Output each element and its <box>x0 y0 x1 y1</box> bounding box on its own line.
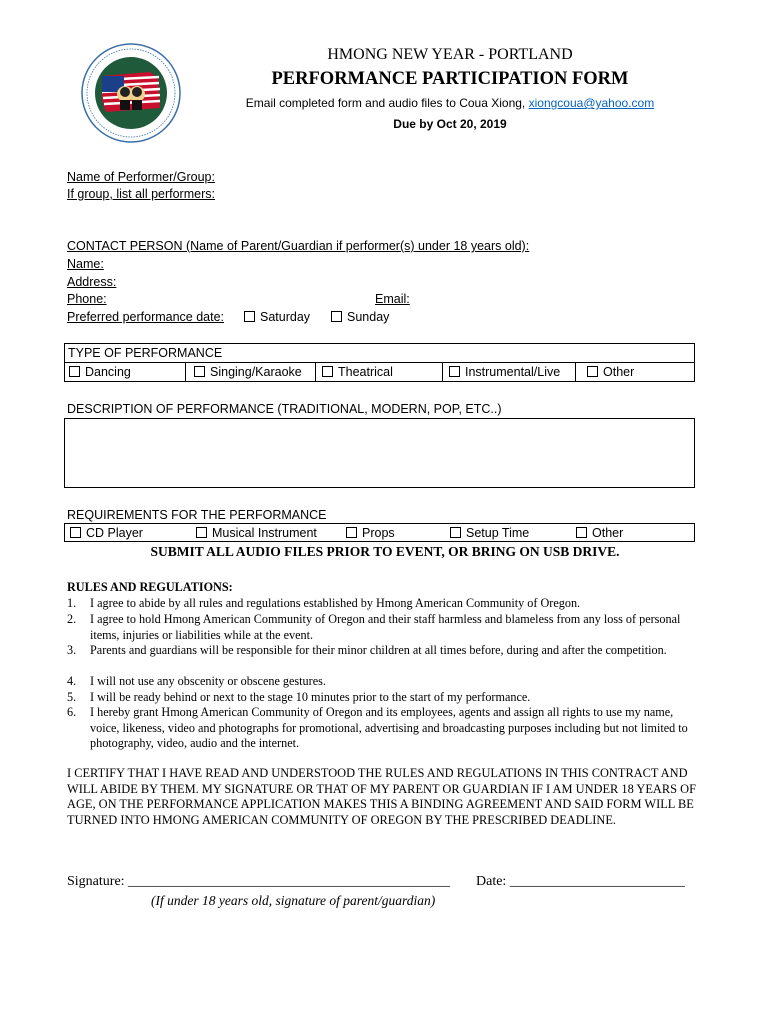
description-text-box[interactable] <box>64 418 695 488</box>
req-other-option[interactable]: Other <box>576 526 623 540</box>
signature-line[interactable]: Signature: ______________________________________________ <box>67 874 451 889</box>
req-cd-player-option[interactable]: CD Player <box>70 526 143 540</box>
rule-item: I agree to hold Hmong American Community of Oregon and their staff harmless and blameless from any loss of personal items, injuries or liabilities while at the event. <box>90 612 681 642</box>
rules-heading: RULES AND REGULATIONS: <box>67 580 233 594</box>
signature-note: (If under 18 years old, signature of parent/guardian) <box>151 893 436 908</box>
contact-email-label: Email: <box>375 292 410 306</box>
singing-checkbox[interactable] <box>194 366 205 377</box>
rule-item: I will not use any obscenity or obscene gestures. <box>90 674 326 688</box>
contact-person-heading: CONTACT PERSON (Name of Parent/Guardian if performer(s) under 18 years old): <box>67 239 530 253</box>
instrument-checkbox[interactable] <box>196 527 207 538</box>
type-theatrical-option[interactable]: Theatrical <box>322 365 393 379</box>
type-instrumental-option[interactable]: Instrumental/Live <box>449 365 560 379</box>
group-performers-label: If group, list all performers: <box>67 187 215 201</box>
req-other-checkbox[interactable] <box>576 527 587 538</box>
requirements-heading: REQUIREMENTS FOR THE PERFORMANCE <box>67 508 327 522</box>
theatrical-checkbox[interactable] <box>322 366 333 377</box>
dancing-checkbox[interactable] <box>69 366 80 377</box>
rule-item: I will be ready behind or next to the stage 10 minutes prior to the start of my performance. <box>90 690 531 704</box>
sunday-option[interactable]: Sunday <box>331 310 389 324</box>
organization-title: HMONG NEW YEAR - PORTLAND <box>327 46 573 63</box>
type-singing-option[interactable]: Singing/Karaoke <box>194 365 302 379</box>
form-title: PERFORMANCE PARTICIPATION FORM <box>271 69 629 89</box>
contact-name-label: Name: <box>67 257 104 271</box>
setup-time-checkbox[interactable] <box>450 527 461 538</box>
instrumental-checkbox[interactable] <box>449 366 460 377</box>
type-dancing-option[interactable]: Dancing <box>69 365 131 379</box>
rule-item: I agree to abide by all rules and regulations established by Hmong American Community of Oregon. <box>90 596 581 610</box>
sunday-checkbox[interactable] <box>331 311 342 322</box>
submit-audio-notice: SUBMIT ALL AUDIO FILES PRIOR TO EVENT, OR BRING ON USB DRIVE. <box>150 544 620 559</box>
rule-item: Parents and guardians will be responsible for their minor children at all times before, during and after the competition. <box>90 643 667 657</box>
performance-type-heading: TYPE OF PERFORMANCE <box>68 346 223 360</box>
due-date: Due by Oct 20, 2019 <box>393 117 507 131</box>
rule-item: I hereby grant Hmong American Community of Oregon and its employees, agents and assign all rights to use my name, voice, likeness, video and photographs for promotional, advertising and broadcasting purposes including but not limited to photography, video, audio and the internet. <box>90 705 688 751</box>
date-line[interactable]: Date: _________________________ <box>476 874 685 889</box>
email-link[interactable]: xiongcoua@yahoo.com <box>528 96 655 110</box>
performer-name-label: Name of Performer/Group: <box>67 170 215 184</box>
props-checkbox[interactable] <box>346 527 357 538</box>
description-heading: DESCRIPTION OF PERFORMANCE (TRADITIONAL, MODERN, POP, ETC..) <box>67 402 502 416</box>
contact-address-label: Address: <box>67 275 117 289</box>
req-setup-time-option[interactable]: Setup Time <box>450 526 529 540</box>
req-props-option[interactable]: Props <box>346 526 395 540</box>
certification-statement: I CERTIFY THAT I HAVE READ AND UNDERSTOOD THE RULES AND REGULATIONS IN THIS CONTRACT AND WILL ABIDE BY THEM. MY SIGNATURE OR THAT OF MY PARENT OR GUARDIAN IF I AM UNDER 18 YEARS OF AGE, ON THE PERFORMANCE APPLICATION MAKES THIS A BINDING AGREEMENT AND SAID FORM WILL BE TURNED INTO HMONG AMERICAN COMMUNITY OF OREGON BY THE PRESCRIBED DEADLINE. <box>67 766 696 828</box>
submission-instructions: Email completed form and audio files to Coua Xiong, xiongcoua@yahoo.com <box>245 96 655 110</box>
saturday-checkbox[interactable] <box>244 311 255 322</box>
type-other-option[interactable]: Other <box>587 365 634 379</box>
saturday-option[interactable]: Saturday <box>244 310 310 324</box>
preferred-date-label: Preferred performance date: <box>67 310 225 324</box>
cd-player-checkbox[interactable] <box>70 527 81 538</box>
type-other-checkbox[interactable] <box>587 366 598 377</box>
req-instrument-option[interactable]: Musical Instrument <box>196 526 317 540</box>
contact-phone-label: Phone: <box>67 292 107 306</box>
